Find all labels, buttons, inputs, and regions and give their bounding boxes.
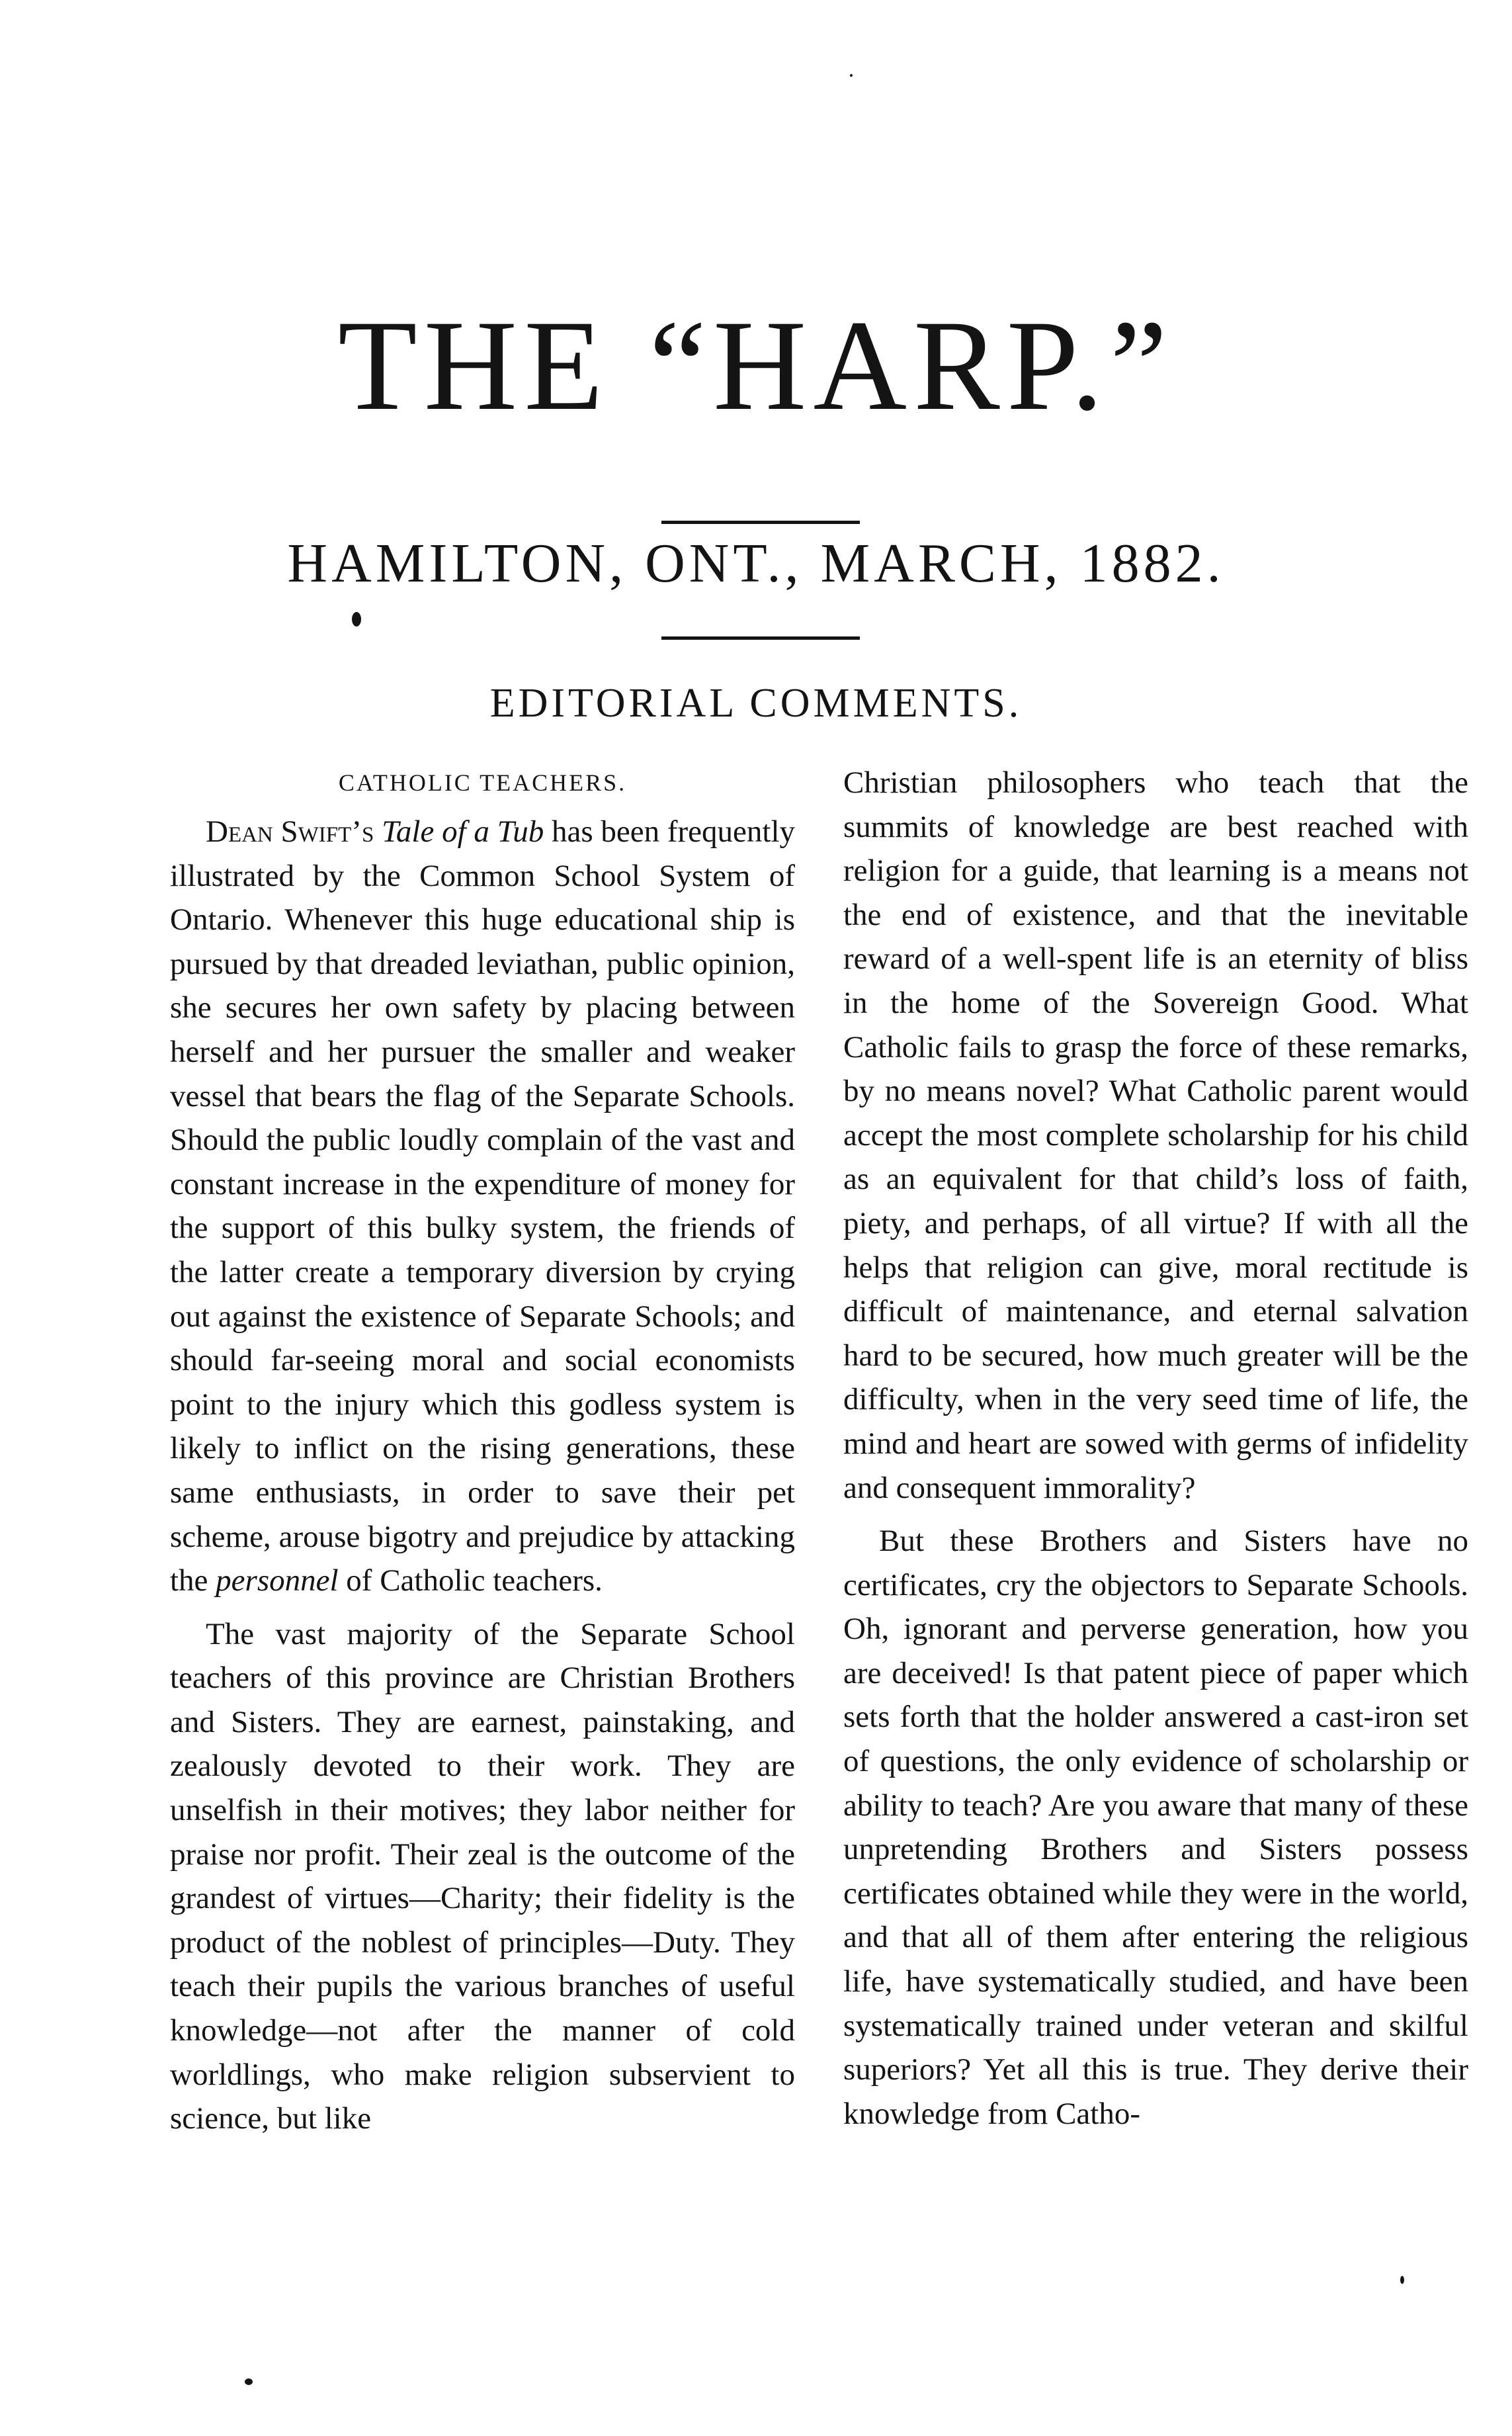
section-heading: EDITORIAL COMMENTS. (489, 681, 1023, 726)
masthead-rule-bottom (661, 636, 860, 640)
print-speck (1400, 2276, 1404, 2284)
work-title: Tale of a Tub (382, 814, 544, 849)
author-name: Dean Swift’s (206, 814, 374, 849)
print-speck (352, 612, 361, 627)
paragraph-text: of Catholic teachers. (346, 1563, 603, 1598)
right-paragraph-1: Christian philosophers who teach that the summits of knowledge are best reached with religion for a guide, that learning is a means not the end of existence, and that the inevitable reward of a well-spent life is an eternity of bliss in the home of the Sovereign Good. What Catholic fails to grasp the force of these remarks, by no means novel? What Catholic parent would accept the most complete scholarship for his child as an equivalent for that child’s loss of faith, piety, and perhaps, of all virtue? If with all the helps that religion can give, moral rectitude is difficult of maintenance, and eternal salvation hard to be secured, how much greater will be the difficulty, when in the very seed time of life, the mind and heart are sowed with germs of infidelity and consequent immorality? (843, 765, 1468, 1505)
article-subheading: CATHOLIC TEACHERS. (338, 769, 627, 796)
paragraph-text: has been frequently illustrated by the Common School System of Ontario. Whenever this huge educational ship is pursued by that dreaded leviathan, public opinion, she secures her own safety by placing between herself and her pursuer the smaller and weaker vessel that bears the flag of the Separate Schools. Should the public loudly complain of the vast and constant increase in the expenditure of money for the support of this bulky system, the friends of the latter create a temporary diversion by crying out against the existence of Separate Schools; and should far-seeing moral and social economists point to the injury which this godless system is likely to inflict on the rising generations, these same enthusiasts, in order to save their pet scheme, arouse bigotry and prejudice by attacking the (170, 814, 795, 1598)
masthead-rule-top (661, 521, 860, 524)
dateline: HAMILTON, ONT., MARCH, 1882. (287, 533, 1225, 594)
left-paragraph-1 (170, 810, 795, 1603)
right-column (843, 761, 1468, 2145)
italic-term: personnel (216, 1563, 339, 1598)
print-speck (245, 2378, 253, 2385)
left-paragraph-2: The vast majority of the Separate School teachers of this province are Christian Brothers and Sisters. They are earnest, painstaking, and zealously devoted to their work. They are unselfish in their motives; they labor neither for praise nor profit. Their zeal is the outcome of the grandest of virtues—Charity; their fidelity is the product of the noblest of principles—Duty. They teach their pupils the various branches of useful knowledge—not after the manner of cold worldlings, who make religion subservient to science, but like (170, 1616, 795, 2136)
right-paragraph-2: But these Brothers and Sisters have no certificates, cry the objectors to Separate Schools. Oh, ignorant and perverse generation, how you are deceived! Is that patent piece of paper which sets forth that the holder answered a cast-iron set of questions, the only evidence of scholarship or ability to teach? Are you aware that many of these unpretending Brothers and Sisters possess certificates obtained while they were in the world, and that all of them after entering the religious life, have systematically studied, and have been systematically trained under veteran and skilful superiors? Yet all this is true. They derive their knowledge from Catho- (843, 1524, 1468, 2131)
left-column (170, 761, 795, 2150)
print-speck (850, 74, 853, 77)
masthead-title: THE “HARP.” (337, 294, 1175, 437)
